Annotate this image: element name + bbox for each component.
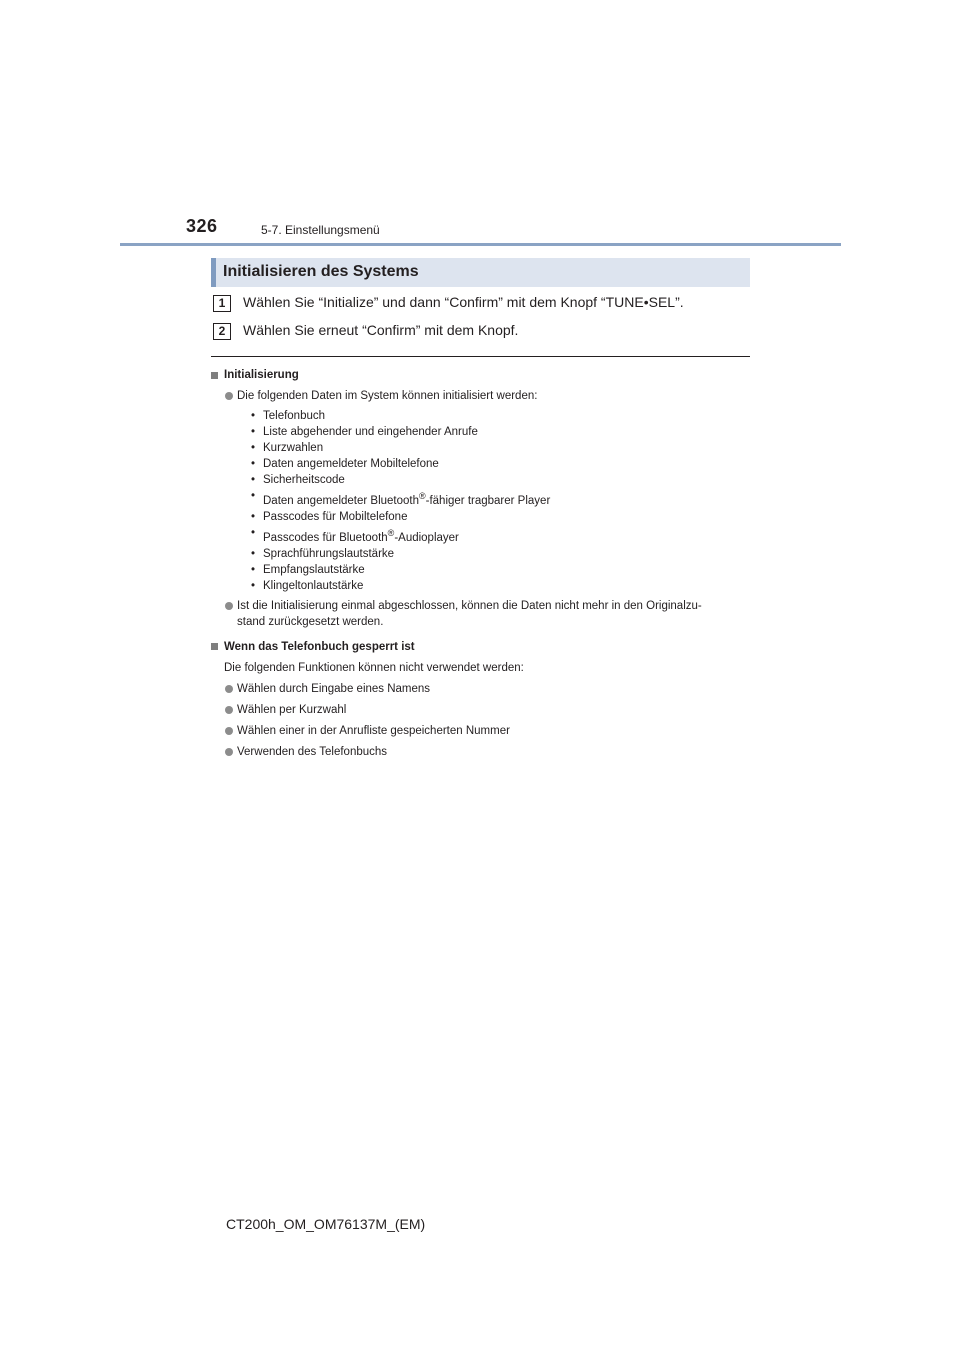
- page-header: [0, 0, 960, 250]
- sub-item: • Klingeltonlautstärke: [251, 579, 364, 592]
- section-divider: [211, 356, 750, 357]
- list-item: Die folgenden Daten im System können initialisiert werden:: [225, 388, 751, 404]
- list-item: Wählen einer in der Anrufliste gespeicherten Nummer: [225, 723, 751, 739]
- circle-bullet-icon: [225, 748, 233, 756]
- list-item: Wählen per Kurzwahl: [225, 702, 751, 718]
- section-accent: [211, 258, 216, 287]
- section-title-bar: [211, 258, 750, 287]
- sub-item: • Passcodes für Bluetooth®-Audioplayer: [251, 526, 459, 544]
- sub-item: • Empfangslautstärke: [251, 563, 365, 576]
- circle-bullet-icon: [225, 727, 233, 735]
- sub-item: • Daten angemeldeter Bluetooth®-fähiger tragbarer Player: [251, 490, 551, 507]
- step-text: Wählen Sie “Initialize” und dann “Confirm” mit dem Knopf “TUNE•SEL”.: [243, 294, 684, 310]
- circle-bullet-icon: [225, 685, 233, 693]
- registered-mark: ®: [387, 527, 395, 538]
- sub-item: • Telefonbuch: [251, 410, 326, 422]
- header-divider: [120, 243, 841, 246]
- step-number-box: 2: [213, 323, 231, 340]
- step-text: Wählen Sie erneut “Confirm” mit dem Knopf.: [243, 322, 519, 338]
- note-intro: Die folgenden Funktionen können nicht verwendet werden:: [224, 661, 524, 674]
- list-item: Wählen durch Eingabe eines Namens: [225, 681, 751, 697]
- step-number-box: 1: [213, 295, 231, 312]
- circle-bullet-icon: [225, 392, 233, 400]
- note-heading-initialisierung: Initialisierung: [211, 367, 751, 383]
- footer-code: CT200h_OM_OM76137M_(EM): [226, 1216, 426, 1232]
- circle-bullet-icon: [225, 706, 233, 714]
- sub-item: • Liste abgehender und eingehender Anrufe: [251, 426, 478, 438]
- page-number: 326: [186, 216, 218, 236]
- sub-item: • Sprachführungslautstärke: [251, 547, 395, 560]
- registered-mark: ®: [419, 491, 426, 501]
- chapter-title: 5-7. Einstellungsmenü: [261, 223, 380, 237]
- sub-item: • Passcodes für Mobiltelefone: [251, 510, 408, 523]
- list-item: Verwenden des Telefonbuchs: [225, 744, 751, 760]
- section-title: Initialisieren des Systems: [223, 263, 419, 280]
- notes-section: [211, 367, 751, 760]
- square-bullet-icon: [211, 372, 218, 379]
- sub-item: • Kurzwahlen: [251, 442, 324, 454]
- list-item: Ist die Initialisierung einmal abgeschlossen, können die Daten nicht mehr in den Originalzu- stand zurückgesetzt werden.: [225, 598, 751, 630]
- sub-item: • Daten angemeldeter Mobiltelefone: [251, 458, 439, 470]
- square-bullet-icon: [211, 643, 218, 650]
- note-heading-telefonbuch: Wenn das Telefonbuch gesperrt ist: [211, 639, 751, 655]
- sub-item: • Sicherheitscode: [251, 474, 345, 486]
- circle-bullet-icon: [225, 602, 233, 610]
